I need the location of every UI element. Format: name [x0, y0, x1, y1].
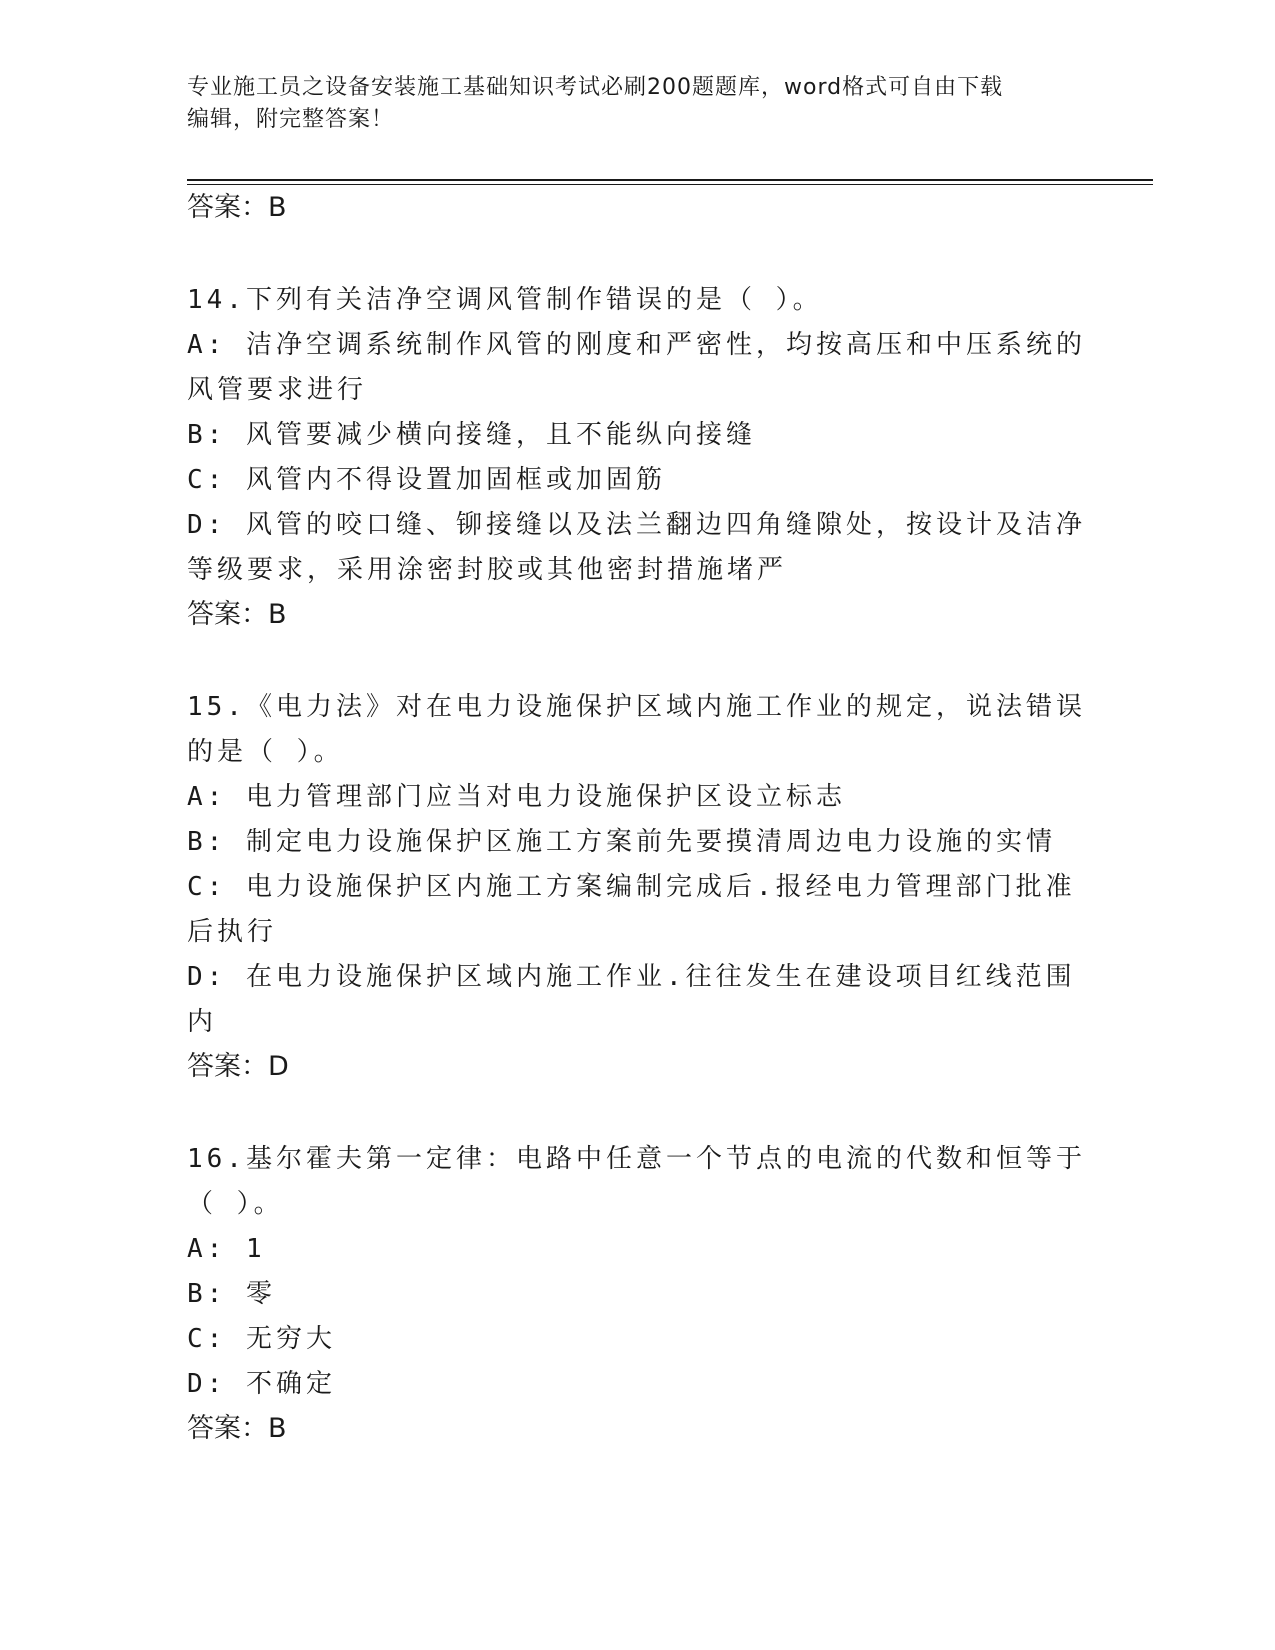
option-b: B: 制定电力设施保护区施工方案前先要摸清周边电力设施的实情: [187, 827, 1056, 857]
option-c: C: 无穷大: [187, 1324, 336, 1354]
option-d: D: 在电力设施保护区域内施工作业.往往发生在建设项目红线范围内: [187, 962, 1076, 1037]
option-a: A: 电力管理部门应当对电力设施保护区设立标志: [187, 782, 846, 812]
header-divider-thick: [187, 179, 1153, 181]
option-c: C: 风管内不得设置加固框或加固筋: [187, 465, 666, 495]
question-list: [187, 186, 1087, 1451]
question-16: [187, 1137, 1087, 1407]
question-14: [187, 278, 1087, 593]
answer-14: 答案：B: [187, 599, 287, 630]
answer-15: 答案：D: [187, 1051, 289, 1082]
option-b: B: 风管要减少横向接缝，且不能纵向接缝: [187, 420, 756, 450]
header-line-2: 编辑，附完整答案！: [187, 107, 395, 132]
option-c: C: 电力设施保护区内施工方案编制完成后.报经电力管理部门批准后执行: [187, 872, 1076, 947]
question-15: [187, 685, 1087, 1045]
header-line-1: 专业施工员之设备安装施工基础知识考试必刷200题题库，word格式可自由下载: [187, 75, 1004, 100]
option-a: A: 1: [187, 1234, 266, 1264]
answer-16: 答案：B: [187, 1413, 287, 1444]
option-a: A: 洁净空调系统制作风管的刚度和严密性，均按高压和中压系统的风管要求进行: [187, 330, 1086, 405]
option-d: D: 风管的咬口缝、铆接缝以及法兰翻边四角缝隙处，按设计及洁净等级要求，采用涂密封胶或其他密封措施堵严: [187, 510, 1086, 585]
option-b: B: 零: [187, 1279, 276, 1309]
header-divider-thin: [187, 184, 1153, 185]
document-header: [187, 72, 1067, 136]
option-d: D: 不确定: [187, 1369, 336, 1399]
question-stem: 14.下列有关洁净空调风管制作错误的是（ ）。: [187, 285, 823, 315]
question-stem: 16.基尔霍夫第一定律：电路中任意一个节点的电流的代数和恒等于（ ）。: [187, 1144, 1086, 1219]
question-stem: 15.《电力法》对在电力设施保护区域内施工作业的规定，说法错误的是（ ）。: [187, 692, 1086, 767]
answer-previous: 答案：B: [187, 192, 287, 223]
